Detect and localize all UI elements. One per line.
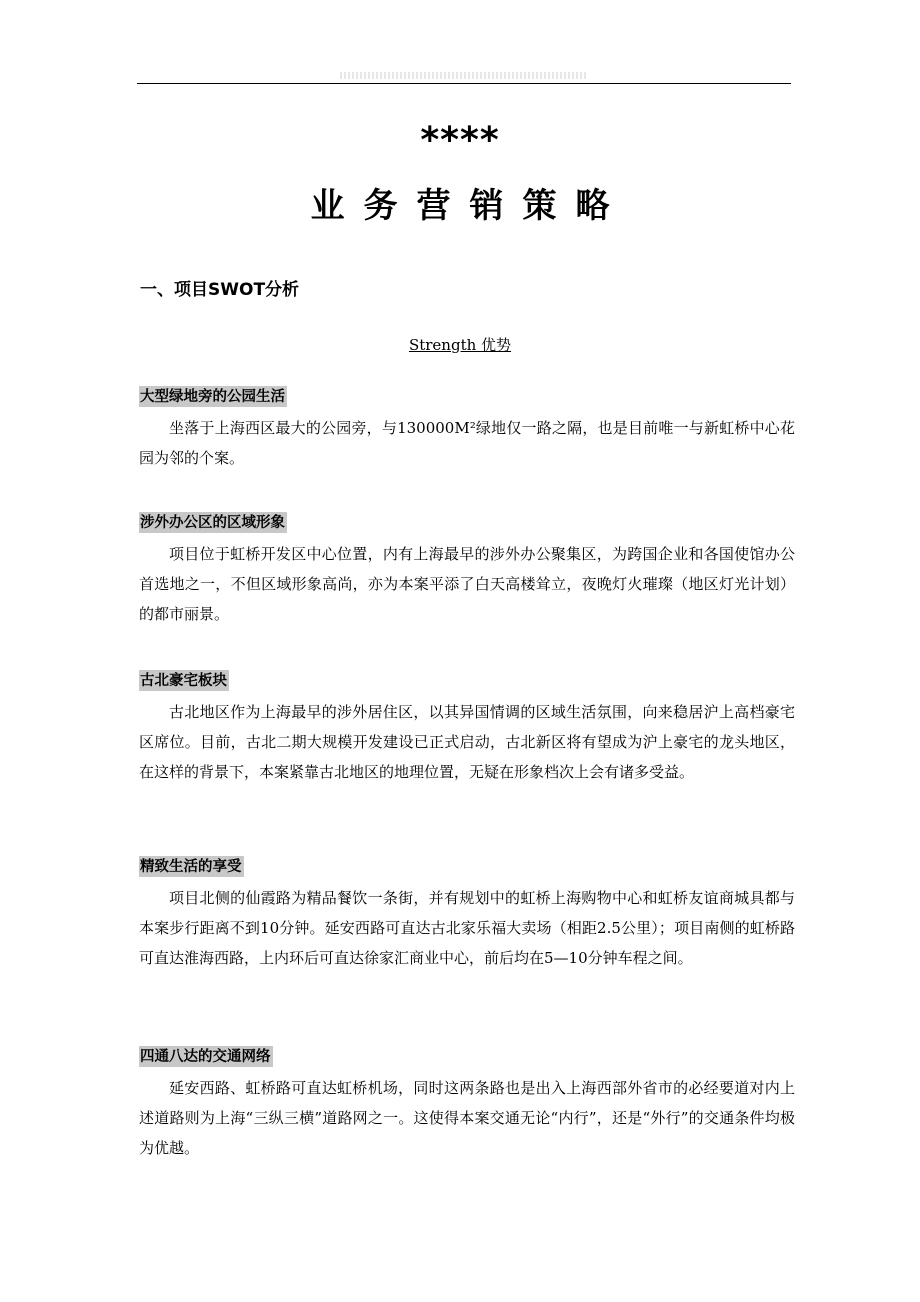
item-block [139,1046,795,1163]
document-stars: **** [420,120,500,161]
topic-heading: 古北豪宅板块 [139,670,229,691]
topic-paragraph: 项目北侧的仙霞路为精品餐饮一条街，并有规划中的虹桥上海购物中心和虹桥友谊商城具都与本案步行距离不到10分钟。延安西路可直达古北家乐福大卖场（相距2.5公里）；项目南侧的虹桥路可直达淮海西路，上内环后可直达徐家汇商业中心，前后均在5—10分钟车程之间。 [139,889,795,967]
item-block [139,856,795,973]
topic-heading: 大型绿地旁的公园生活 [139,386,287,407]
topic-heading: 精致生活的享受 [139,856,244,877]
document-title: 业务营销策略 [310,186,629,226]
topic-paragraph: 延安西路、虹桥路可直达虹桥机场，同时这两条路也是出入上海西部外省市的必经要道对内上述道路则为上海“三纵三横”道路网之一。这使得本案交通无论“内行”，还是“外行”的交通条件均极为优越。 [139,1079,795,1157]
item-block [139,512,795,629]
topic-paragraph: 坐落于上海西区最大的公园旁，与130000M²绿地仅一路之隔，也是目前唯一与新虹桥中心花园为邻的个案。 [139,419,795,467]
topic-heading: 涉外办公区的区域形象 [139,512,287,533]
item-block [139,670,795,787]
item-block [139,386,795,473]
topic-paragraph: 古北地区作为上海最早的涉外居住区，以其异国情调的区域生活氛围，向来稳居沪上高档豪宅区席位。目前，古北二期大规模开发建设已正式启动，古北新区将有望成为沪上豪宅的龙头地区，在这样的背景下，本案紧靠古北地区的地理位置，无疑在形象档次上会有诸多受益。 [139,703,795,781]
header-rule [137,83,791,84]
header-watermark [340,72,586,79]
section-heading: 一、项目SWOT分析 [140,280,300,300]
strength-subheading: Strength 优势 [408,336,512,354]
topic-heading: 四通八达的交通网络 [139,1046,273,1067]
topic-paragraph: 项目位于虹桥开发区中心位置，内有上海最早的涉外办公聚集区，为跨国企业和各国使馆办公首选地之一，不但区域形象高尚，亦为本案平添了白天高楼耸立，夜晚灯火璀璨（地区灯光计划）的都市丽景。 [139,545,795,623]
